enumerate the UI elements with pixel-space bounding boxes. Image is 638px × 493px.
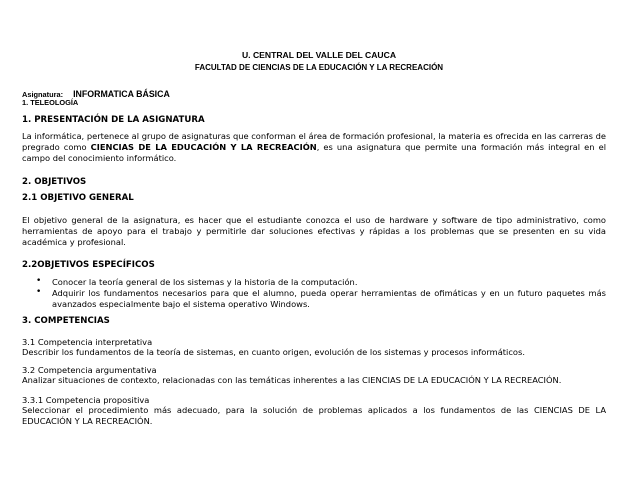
objetivos-heading: 2. OBJETIVOS	[22, 177, 87, 187]
university-title: U. CENTRAL DEL VALLE DEL CAUCA	[241, 50, 397, 60]
subject-name: INFORMATICA BÁSICA	[73, 89, 170, 99]
presentacion-paragraph	[22, 131, 606, 164]
faculty-title: FACULTAD DE CIENCIAS DE LA EDUCACIÓN Y LA RECREACIÓN	[194, 63, 444, 72]
competencia-text: Seleccionar el procedimiento más adecuado, para la solución de problemas aplicados a los fundamentos de las CIENCIAS DE LA EDUCACIÓN Y LA RECREACIÓN.	[22, 405, 606, 426]
competencia-title: 3.2 Competencia argumentativa	[22, 365, 157, 375]
bullet-icon: •	[36, 276, 42, 286]
objetivo-especifico-item: Adquirir los fundamentos necesarios para que el alumno, pueda operar herramientas de ofimáticas y en un futuro paquetes más avanzados especialmente bajo el sistema operativo Windows.	[52, 288, 606, 309]
competencias-heading: 3. COMPETENCIAS	[22, 316, 110, 326]
objetivos-especificos-heading: 2.2OBJETIVOS ESPECÍFICOS	[22, 260, 155, 270]
competencia-text: Describir los fundamentos de la teoría de sistemas, en cuanto origen, evolución de los sistemas y procesos informáticos.	[22, 347, 525, 357]
subject-label: Asignatura:	[22, 90, 64, 99]
teleologia-heading: 1. TELEOLOGÍA	[22, 98, 79, 107]
objetivo-especifico-item: Conocer la teoría general de los sistemas y la historia de la computación.	[52, 277, 358, 287]
objetivo-general-paragraph: El objetivo general de la asignatura, es hacer que el estudiante conozca el uso de hardware y software de tipo administrativo, como herramientas de apoyo para el trabajo y permitirle dar soluciones efectivas y rápidas a los problemas que se presenten en su vida académica y profesional.	[22, 215, 606, 247]
presentacion-text-bold: CIENCIAS DE LA EDUCACIÓN Y LA RECREACIÓN	[90, 142, 317, 152]
bullet-icon: •	[36, 287, 42, 297]
presentacion-text-a: La informática, pertenece al grupo de asignaturas que conforman el área de formación profesional, la materia es ofrecida en las carreras de pregrado como	[22, 131, 606, 152]
presentacion-heading: 1. PRESENTACIÓN DE LA ASIGNATURA	[22, 115, 205, 125]
competencia-text: Analizar situaciones de contexto, relacionadas con las temáticas inherentes a las CIENCIAS DE LA EDUCACIÓN Y LA RECREACIÓN.	[22, 375, 562, 385]
presentacion-text-b: , es una asignatura que permite una formación más integral en el campo del conocimiento informático.	[22, 142, 607, 163]
competencia-title: 3.1 Competencia interpretativa	[22, 337, 153, 347]
objetivo-general-heading: 2.1 OBJETIVO GENERAL	[22, 193, 134, 203]
competencia-title: 3.3.1 Competencia propositiva	[22, 395, 150, 405]
